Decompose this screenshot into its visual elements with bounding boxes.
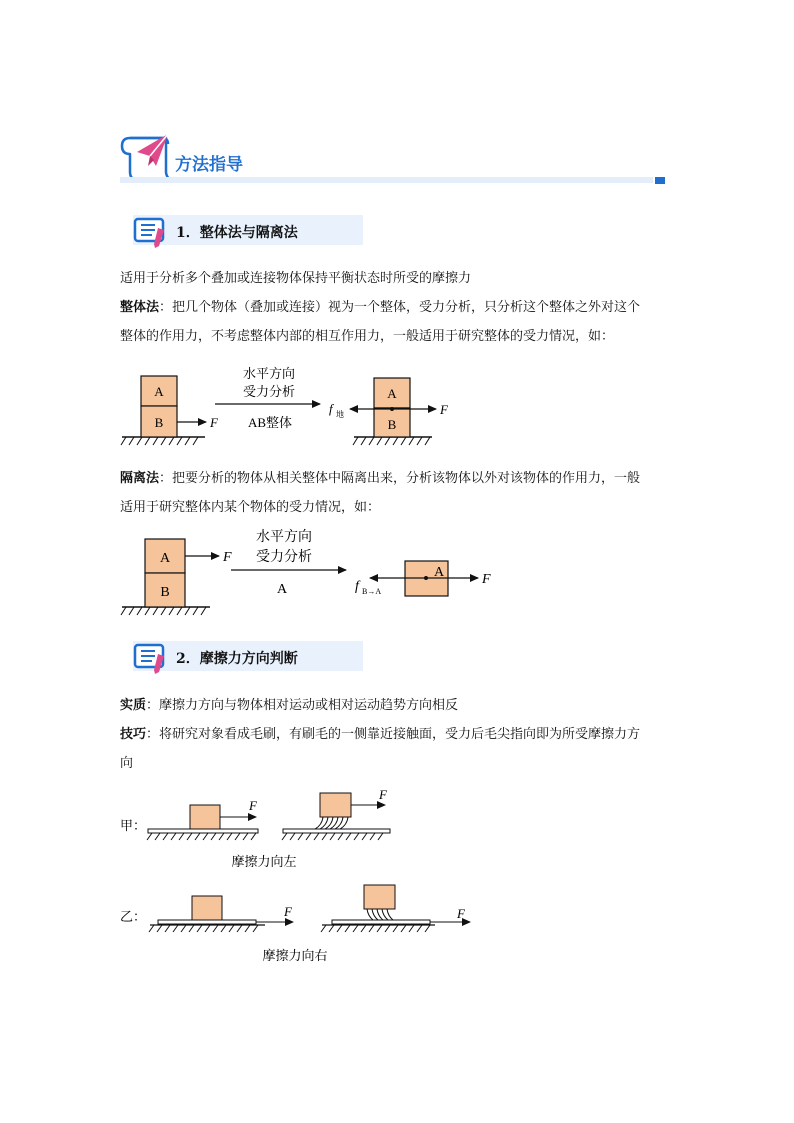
svg-text:乙：: 乙： <box>120 909 147 924</box>
svg-text:B→A: B→A <box>362 587 382 596</box>
essence-line: 实质：摩擦力方向与物体相对运动或相对运动趋势方向相反 <box>120 698 459 713</box>
svg-text:B: B <box>387 417 397 432</box>
tip-term: 技巧 <box>120 727 147 742</box>
svg-text:F: F <box>210 415 218 430</box>
fig2-arrow-text-2: 受力分析 <box>256 550 312 565</box>
svg-text:F: F <box>284 904 292 919</box>
whole-method-term: 整体法 <box>120 300 160 315</box>
tip-line-1: 技巧：将研究对象看成毛刷，有刷毛的一侧靠近接触面，受力后毛尖指向即为所受摩擦力方 <box>120 727 641 742</box>
svg-text:A: A <box>154 384 164 399</box>
svg-text:F: F <box>379 787 387 802</box>
svg-text:F: F <box>482 572 491 587</box>
svg-text:F: F <box>457 906 465 921</box>
page-title: 方法指导 <box>175 155 243 175</box>
svg-text:F: F <box>223 550 232 565</box>
section-1-title: 1．整体法与隔离法 <box>176 225 298 241</box>
isolate-method-term: 隔离法 <box>120 471 160 486</box>
fig1-arrow-text-2: 受力分析 <box>242 384 296 399</box>
svg-text:A: A <box>387 386 397 401</box>
fig2-arrow-text-below: A <box>276 582 288 597</box>
whole-method-line-2: 整体的作用力，不考虑整体内部的相互作用力，一般适用于研究整体的受力情况，如： <box>120 329 615 344</box>
svg-text:A: A <box>433 565 445 580</box>
fig1-arrow-text-1: 水平方向 <box>242 366 296 381</box>
fig2-arrow-text-1: 水平方向 <box>256 530 312 545</box>
svg-text:A: A <box>159 551 171 566</box>
caption-jia: 摩擦力向左 <box>231 854 297 869</box>
isolate-method-line-2: 适用于研究整体内某个物体的受力情况，如： <box>120 500 381 515</box>
svg-text:B: B <box>160 585 170 600</box>
svg-text:甲：: 甲： <box>120 818 147 833</box>
essence-term: 实质 <box>120 698 147 713</box>
svg-text:f: f <box>329 401 333 416</box>
svg-text:F: F <box>440 402 448 417</box>
svg-text:F: F <box>249 798 257 813</box>
caption-yi: 摩擦力向右 <box>262 948 328 963</box>
svg-text:地: 地 <box>336 410 344 419</box>
isolate-method-line-1: 隔离法：把要分析的物体从相关整体中隔离出来，分析该物体以外对该物体的作用力，一般 <box>120 471 641 486</box>
whole-method-line-1: 整体法：把几个物体（叠加或连接）视为一个整体，受力分析，只分析这个整体之外对这个 <box>120 300 641 315</box>
fig1-arrow-text-below: AB整体 <box>247 415 293 430</box>
svg-text:f: f <box>355 579 359 594</box>
svg-text:B: B <box>154 415 164 430</box>
section-1-intro: 适用于分析多个叠加或连接物体保持平衡状态时所受的摩擦力 <box>120 271 472 286</box>
section-2-title: 2．摩擦力方向判断 <box>176 651 298 667</box>
tip-line-2: 向 <box>120 756 134 771</box>
